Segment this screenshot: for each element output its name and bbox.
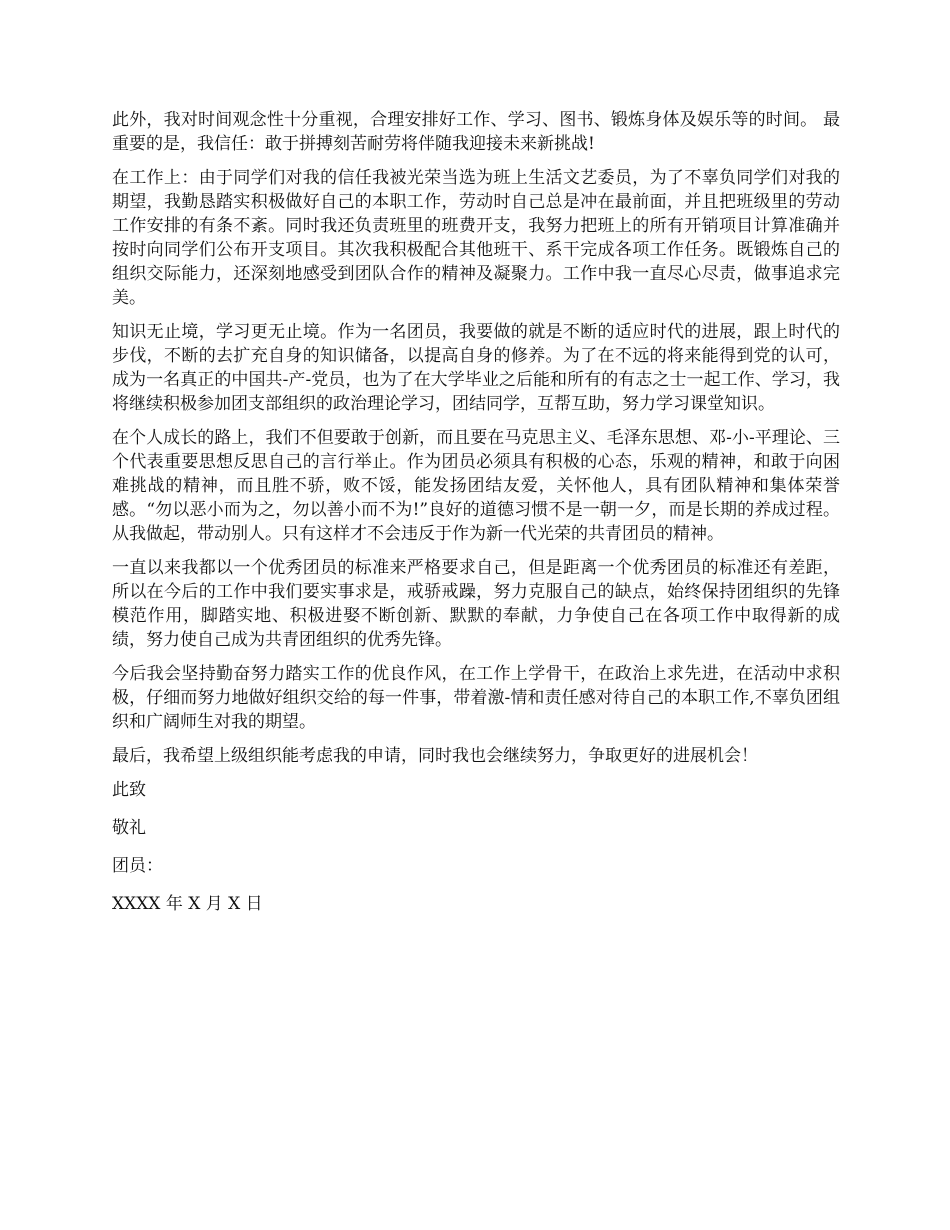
signature-label: 团员： bbox=[112, 856, 163, 876]
paragraph-work: 在工作上：由于同学们对我的信任我被光荣当选为班上生活文艺委员，为了不辜负同学们对我的期望，我勤恳踏实积极做好自己的本职工作，劳动时自己总是冲在最前面，并且把班级里的劳动工作安排的有条不紊。同时我还负责班里的班费开支，我努力把班上的所有开销项目计算准确并按时向同学们公布开支项目。其次我积极配合其他班干、系干完成各项工作任务。既锻炼自己的组织交际能力，还深刻地感受到团队合作的精神及凝聚力。工作中我一直尽心尽责，做事追求完美。 bbox=[112, 168, 840, 308]
closing-ci-zhi: 此致 bbox=[112, 780, 146, 800]
paragraph-standards: 一直以来我都以一个优秀团员的标准来严格要求自己，但是距离一个优秀团员的标准还有差距，所以在今后的工作中我们要实事求是，戒骄戒躁，努力克服自己的缺点，始终保持团组织的先锋模范作用，脚踏实地、积极进娶不断创新、默默的奉献，力争使自己在各项工作中取得新的成绩，努力使自己成为共青团组织的优秀先锋。 bbox=[112, 558, 840, 650]
paragraph-future: 今后我会坚持勤奋努力踏实工作的优良作风，在工作上学骨干，在政治上求先进，在活动中求积极，仔细而努力地做好组织交给的每一件事，带着激-情和责任感对待自己的本职工作,不辜负团组织和广阔师生对我的期望。 bbox=[112, 664, 840, 732]
paragraph-knowledge: 知识无止境，学习更无止境。作为一名团员，我要做的就是不断的适应时代的进展，跟上时代的步伐，不断的去扩充自身的知识储备，以提高自身的修养。为了在不远的将来能得到党的认可，成为一名真正的中国共-产-党员，也为了在大学毕业之后能和所有的有志之士一起工作、学习，我将继续积极参加团支部组织的政治理论学习，团结同学，互帮互助，努力学习课堂知识。 bbox=[112, 322, 840, 414]
paragraph-time-management: 此外，我对时间观念性十分重视，合理安排好工作、学习、图书、锻炼身体及娱乐等的时间。 最重要的是，我信任：敢于拼搏刻苦耐劳将伴随我迎接未来新挑战! bbox=[112, 110, 840, 154]
document-date: XXXX 年 X 月 X 日 bbox=[112, 894, 263, 914]
paragraph-final-request: 最后，我希望上级组织能考虑我的申请，同时我也会继续努力，争取更好的进展机会！ bbox=[112, 746, 758, 766]
document-body bbox=[112, 108, 840, 930]
closing-jing-li: 敬礼 bbox=[112, 818, 146, 838]
paragraph-personal-growth: 在个人成长的路上，我们不但要敢于创新，而且要在马克思主义、毛泽东思想、邓-小-平理论、三个代表重要思想反思自己的言行举止。作为团员必须具有积极的心态，乐观的精神，和敢于向困难挑战的精神，而且胜不骄，败不馁，能发扬团结友爱，关怀他人，具有团队精神和集体荣誉感。“勿以恶小而为之，勿以善小而不为!”良好的道德习惯不是一朝一夕，而是长期的养成过程。从我做起，带动别人。只有这样才不会违反于作为新一代光荣的共青团员的精神。 bbox=[112, 428, 840, 544]
